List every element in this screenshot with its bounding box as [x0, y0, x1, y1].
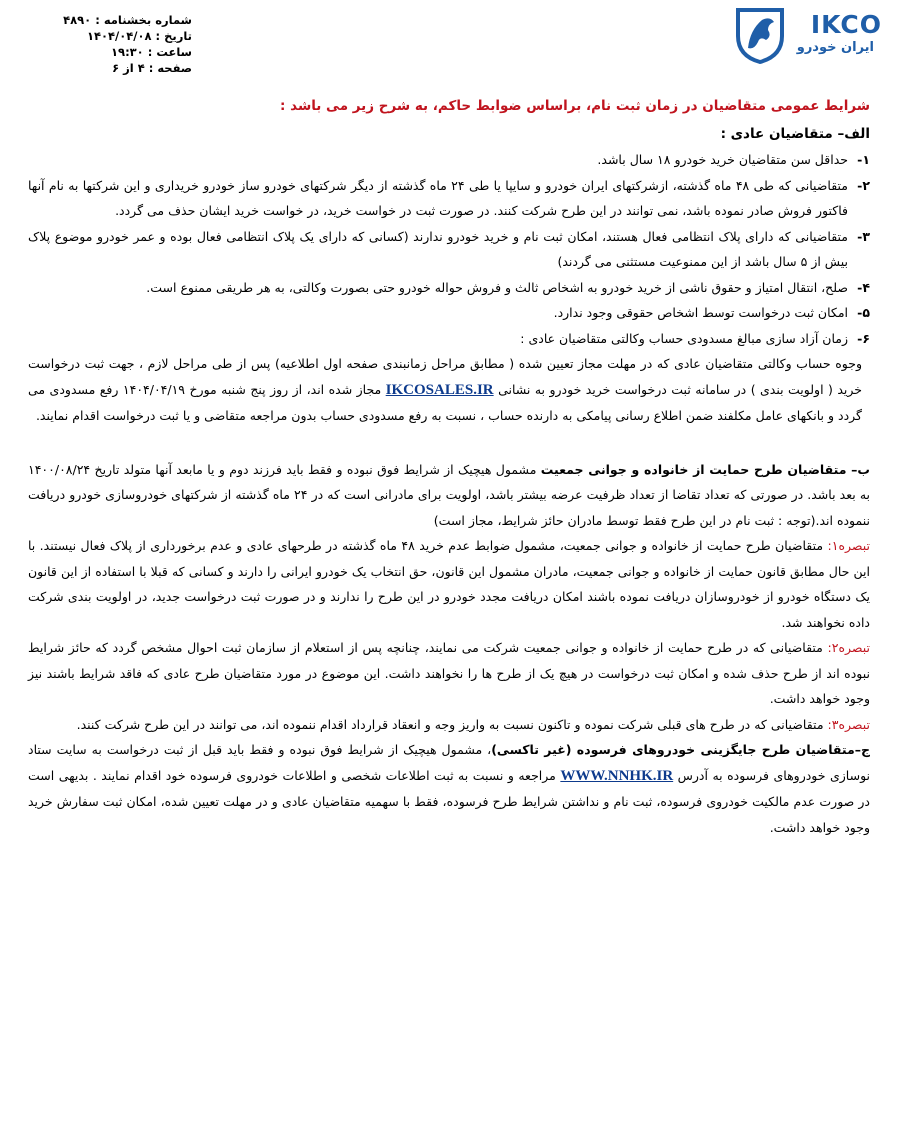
- horse-head-icon: [732, 6, 788, 64]
- list-item: ۵- امکان ثبت درخواست توسط اشخاص حقوقی وجود ندارد.: [553, 305, 870, 320]
- list-item: ۳- متقاضیانی که دارای پلاک انتظامی فعال هستند، امکان ثبت نام و خرید خودرو ندارند (کسانی که دارای یک پلاک انتظامی فعال بوده و عمر خودرو موضوع پلاک بیش از ۵ سال باشد از این ممنوعیت مستثنی می گردند): [28, 228, 870, 269]
- ikco-logo: [732, 6, 882, 68]
- page-row: صفحه : ۴ از ۶: [112, 61, 192, 75]
- document-body: [28, 94, 870, 840]
- note-item: تبصره۳: متقاضیانی که در طرح های قبلی شرکت نموده و تاکنون نسبت به واریز وجه و انعقاد قرارداد اقدام ننموده اند، می توانند در این طرح شرکت کنند.: [76, 716, 870, 732]
- section-b-heading: ب– متقاضیان طرح حمایت از خانواده و جوانی جمعیت: [540, 461, 870, 477]
- note-item: تبصره۱: متقاضیان طرح حمایت از خانواده و جوانی جمعیت، مشمول ضوابط عدم خرید ۴۸ ماه گذشته در طرحهای عادی و عدم برخورداری از پلاک فعال نیستند. با این حال مطابق قانون حمایت از خانواده و جوانی جمعیت، مادران مشمول این قانون، حق انتخاب یک خودرو ایرانی را دارند و کسانی که قبلا با استفاده از این قانون یک دستگاه خودرو از خودروسازان دریافت نموده باشند امکان دریافت مجدد خودرو در این طرح را ندارند و در صورت ثبت درخواست جدید، در اولویت بندی شرکت داده نخواهند شد.: [28, 538, 870, 630]
- note-label: تبصره۳:: [827, 716, 870, 732]
- letter-time: ۱۹:۳۰: [111, 45, 144, 59]
- list-item: ۲- متقاضیانی که طی ۴۸ ماه گذشته، ازشرکتهای ایران خودرو و سایپا یا طی ۲۴ ماه گذشته از دیگر شرکتهای خودرو ساز خودرو خریداری و این شرکتها به نام آنها فاکتور فروش صادر نموده باشد، نمی توانند در این طرح شرکت کنند. در صورت ثبت در خواست خرید، در خواست خرید ایشان حذف می گردد.: [28, 177, 870, 218]
- time-row: ساعت : ۱۹:۳۰: [111, 45, 192, 59]
- page-number: ۴ از ۶: [112, 61, 145, 75]
- list-item: ۱- حداقل سن متقاضیان خرید خودرو ۱۸ سال باشد.: [597, 152, 870, 167]
- letter-number: ۴۸۹۰: [63, 13, 92, 27]
- letter-meta: [52, 12, 192, 76]
- note-label: تبصره۱:: [827, 538, 870, 553]
- document-title: شرایط عمومی متقاضیان در زمان ثبت نام، براساس ضوابط حاکم، به شرح زیر می باشد :: [280, 98, 870, 114]
- section-b: ب– متقاضیان طرح حمایت از خانواده و جوانی جمعیت مشمول هیچیک از شرایط فوق نبوده و فقط باید فرزند دوم و یا مابعد آنها متولد تاریخ ۱۴۰۰/۰۸/۲۴ به بعد باشد. در صورتی که تعداد تقاضا از تعداد ظرفیت عرضه بیشتر باشد، اولویت برای مادرانی است که در ۲۴ ماه گذشته از شرکتهای خودروسازی خودرو دریافت ننموده اند.(توجه : ثبت نام در این طرح فقط توسط مادران حائز شرایط، مجاز است): [28, 461, 870, 528]
- release-paragraph: وجوه حساب وکالتی متقاضیان عادی که در مهلت مجاز تعیین شده ( مطابق مراحل زمانبندی صفحه اول اطلاعیه) پس از طی مراحل لازم ، جهت ثبت درخواست خرید ( اولویت بندی ) در سامانه ثبت درخواست خرید خودرو به نشانی IKCOSALES.IR مجاز شده اند، از روز پنج شنبه مورخ ۱۴۰۴/۰۴/۱۹ رفع مسدودی می گردد و بانکهای عامل مکلفند ضمن اطلاع رسانی پیامکی به دارنده حساب ، نسبت به رفع مسدودی حساب بدون مراجعه متقاضی و یا ثبت درخواست اقدام نمایند.: [28, 356, 862, 423]
- letter-number-row: شماره بخشنامه : ۴۸۹۰: [63, 13, 192, 27]
- list-item: ۴- صلح، انتقال امتیاز و حقوق ناشی از خرید خودرو به اشخاص ثالث و فروش حواله خودرو حتی بصورت وکالتی، به هر طریقی ممنوع است.: [146, 279, 870, 295]
- section-a-heading: الف– متقاضیان عادی :: [720, 125, 870, 142]
- logo-wordmark: IKCO: [810, 10, 882, 39]
- note-item: تبصره۲: متقاضیانی که در طرح حمایت از خانواده و جوانی جمعیت شرکت می نمایند، چنانچه پس از استعلام از سازمان ثبت احوال مشخص گردد که حائز شرایط نبوده اند از طرح حذف شده و امکان ثبت درخواست در هیچ یک از طرح ها را نخواهند داشت. این موضوع در مورد متقاضیان طرح عادی که فاقد شرایط باشند نیز وجود خواهد داشت.: [28, 640, 870, 706]
- date-row: تاریخ : ۱۴۰۴/۰۴/۰۸: [86, 29, 192, 43]
- nnhk-link[interactable]: WWW.NNHK.IR: [560, 767, 674, 784]
- section-c-heading: ج–متقاضیان طرح جایگزینی خودروهای فرسوده (غیر تاکسی): [491, 742, 870, 757]
- list-item: ۶- زمان آزاد سازی مبالغ مسدودی حساب وکالتی متقاضیان عادی :: [520, 330, 870, 346]
- ikcosales-link[interactable]: IKCOSALES.IR: [385, 381, 494, 398]
- letterhead: [0, 0, 900, 95]
- section-c: ج–متقاضیان طرح جایگزینی خودروهای فرسوده (غیر تاکسی)، مشمول هیچیک از شرایط فوق نبوده و فقط باید قبل از ثبت درخواست به سایت ستاد نوسازی خودروهای فرسوده به آدرس WWW.NNHK.IR مراجعه و نسبت به ثبت اطلاعات شخصی و اطلاعات خودروی فرسوده خود اقدام نمایند . بدیهی است در صورت عدم مالکیت خودروی فرسوده، ثبت نام و نداشتن شرایط طرح فرسوده، فقط با سهمیه متقاضیان عادی و در مهلت تعیین شده، امکان ثبت سفارش خرید وجود خواهد داشت.: [28, 742, 871, 835]
- letter-date: ۱۴۰۴/۰۴/۰۸: [86, 29, 152, 43]
- note-label: تبصره۲:: [827, 640, 870, 655]
- logo-subtext: ایران خودرو: [796, 40, 874, 55]
